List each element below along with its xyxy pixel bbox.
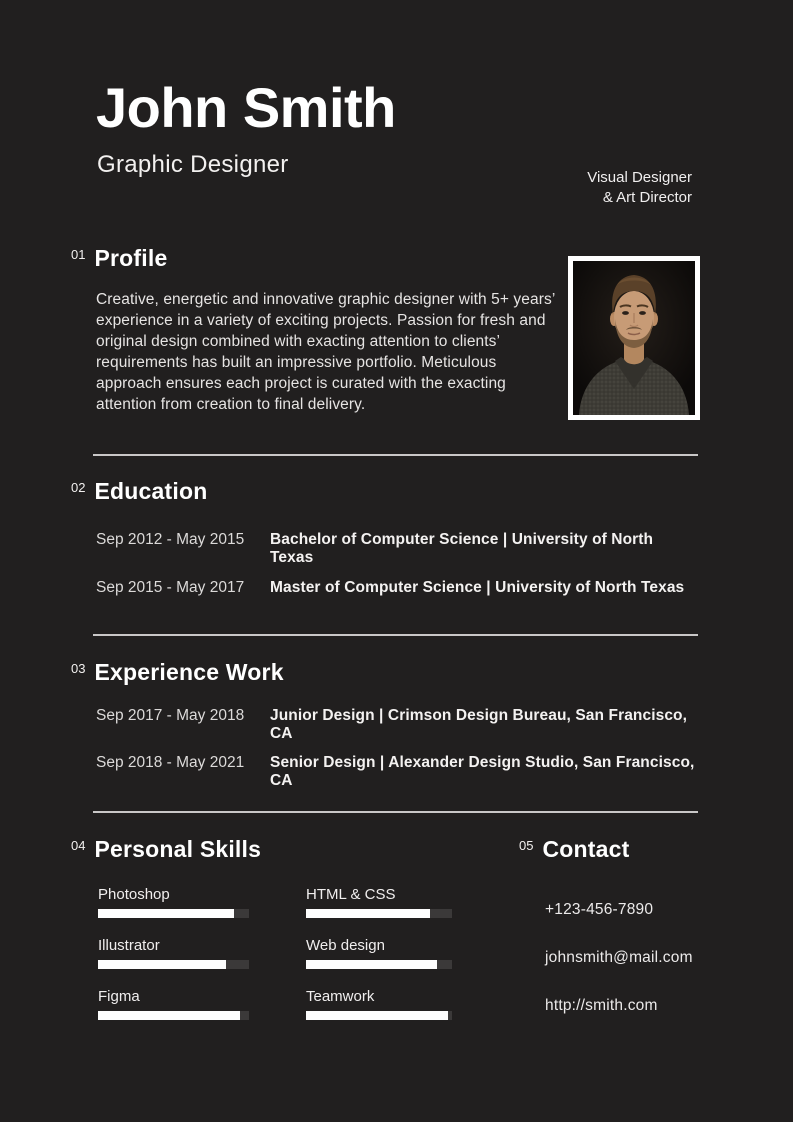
education-dates: Sep 2012 - May 2015 — [96, 531, 245, 548]
experience-section-heading — [71, 659, 284, 687]
skill-name: Figma — [98, 988, 140, 1005]
skills-grid — [98, 886, 452, 1020]
section-title: Education — [94, 478, 208, 504]
section-divider — [93, 811, 698, 813]
skill-bar-fill — [306, 1011, 448, 1020]
skill-name: Illustrator — [98, 937, 160, 954]
skill-bar — [98, 909, 249, 918]
skill-name: HTML & CSS — [306, 886, 396, 903]
contact-list — [545, 901, 693, 1045]
skill-bar — [306, 1011, 452, 1020]
portrait-illustration — [573, 261, 695, 415]
skill-bar-fill — [306, 909, 430, 918]
skills-section-heading — [71, 836, 261, 864]
section-title: Personal Skills — [94, 836, 262, 862]
skill-name: Web design — [306, 937, 385, 954]
section-number: 03 — [71, 661, 86, 676]
experience-role: Senior Design | Alexander Design Studio, San Francisco, CA — [270, 754, 695, 789]
skill-item — [306, 886, 452, 918]
education-dates: Sep 2015 - May 2017 — [96, 579, 245, 596]
experience-dates: Sep 2017 - May 2018 — [96, 707, 245, 724]
contact-section-heading — [519, 836, 629, 864]
section-title: Contact — [542, 836, 630, 862]
skill-item — [306, 988, 452, 1020]
skill-bar — [306, 909, 452, 918]
skill-bar — [98, 1011, 249, 1020]
section-title: Experience Work — [94, 659, 284, 685]
education-degree: Bachelor of Computer Science | University of North Texas — [270, 531, 654, 566]
education-entry — [96, 531, 696, 567]
experience-dates: Sep 2018 - May 2021 — [96, 754, 245, 771]
section-number: 02 — [71, 480, 86, 495]
education-entry — [96, 579, 696, 597]
skill-name: Photoshop — [98, 886, 170, 903]
profile-section-heading — [71, 245, 167, 273]
skill-name: Teamwork — [306, 988, 375, 1005]
section-number: 01 — [71, 247, 86, 262]
skill-item — [98, 988, 249, 1020]
skill-bar — [98, 960, 249, 969]
section-divider — [93, 454, 698, 456]
section-divider — [93, 634, 698, 636]
skill-item — [98, 886, 249, 918]
skill-item — [98, 937, 249, 969]
experience-entry — [96, 707, 696, 743]
tagline-line-1: Visual Designer — [587, 169, 692, 186]
email-address: johnsmith@mail.com — [545, 949, 693, 966]
job-title: Graphic Designer — [97, 151, 289, 178]
website-url: http://smith.com — [545, 997, 658, 1014]
skill-bar-fill — [98, 960, 226, 969]
profile-summary: Creative, energetic and innovative graphic designer with 5+ years’ experience in a variety of exciting projects. Passion for fresh and original design combined with exacting attention to clients’ requirements has built an impressive portfolio. Meticulous approach ensures each project is curated with the exacting attention from creation to final delivery. — [96, 291, 555, 413]
phone-number: +123-456-7890 — [545, 901, 654, 918]
education-section-heading — [71, 478, 207, 506]
skill-bar-fill — [306, 960, 437, 969]
skill-item — [306, 937, 452, 969]
section-number: 04 — [71, 838, 86, 853]
section-number: 05 — [519, 838, 534, 853]
education-degree: Master of Computer Science | University of North Texas — [270, 579, 685, 596]
skill-bar — [306, 960, 452, 969]
section-title: Profile — [94, 245, 168, 271]
tagline-line-2: & Art Director — [602, 189, 692, 206]
skill-bar-fill — [98, 909, 234, 918]
person-name: John Smith — [96, 76, 396, 139]
skill-bar-fill — [98, 1011, 240, 1020]
experience-role: Junior Design | Crimson Design Bureau, San Francisco, CA — [270, 707, 688, 742]
experience-entry — [96, 754, 696, 790]
profile-photo — [568, 256, 700, 420]
tagline — [587, 168, 692, 208]
